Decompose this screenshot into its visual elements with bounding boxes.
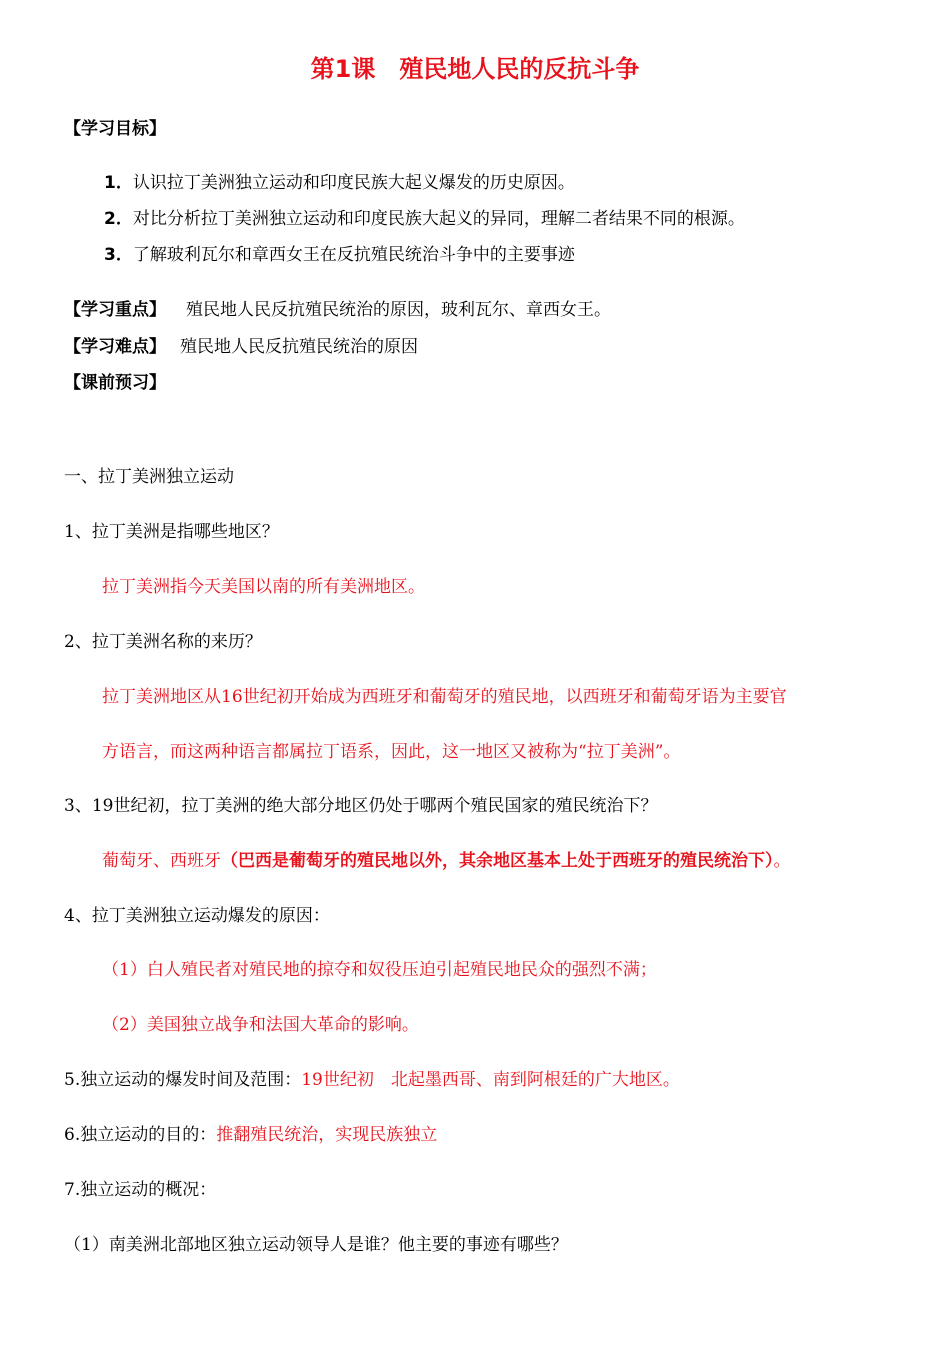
objective-text: 对比分析拉丁美洲独立运动和印度民族大起义的异同，理解二者结果不同的根源。: [132, 209, 745, 229]
question-3: 3、19世纪初，拉丁美洲的绝大部分地区仍处于哪两个殖民国家的殖民统治下？: [64, 796, 658, 816]
question-1: 1、拉丁美洲是指哪些地区？: [64, 522, 279, 542]
question-4: 4、拉丁美洲独立运动爆发的原因：: [64, 906, 330, 926]
answer-1: 拉丁美洲指今天美国以南的所有美洲地区。: [102, 577, 425, 597]
key-points-row: [64, 299, 611, 321]
reason-1: （1）白人殖民者对殖民地的掠夺和奴役压迫引起殖民地民众的强烈不满；: [102, 960, 657, 980]
objective-number: 1．: [104, 173, 133, 193]
objective-item: [104, 244, 575, 266]
reason-2: （2）美国独立战争和法国大革命的影响。: [102, 1015, 419, 1035]
question-7-sub-1: （1）南美洲北部地区独立运动领导人是谁？他主要的事迹有哪些？: [64, 1235, 568, 1255]
difficulties-text: 殖民地人民反抗殖民统治的原因: [180, 337, 418, 357]
key-points-label: 【学习重点】: [64, 300, 166, 320]
key-points-text: 殖民地人民反抗殖民统治的原因，玻利瓦尔、章西女王。: [186, 300, 611, 320]
objective-item: [104, 172, 575, 194]
answer-3-end: 。: [773, 851, 791, 871]
answer-3: [102, 850, 791, 872]
answer-3-plain: 葡萄牙、西班牙: [102, 851, 221, 871]
question-5: [64, 1069, 680, 1091]
answer-2-line-2: 方语言，而这两种语言都属拉丁语系，因此，这一地区又被称为“拉丁美洲”。: [102, 742, 681, 762]
objective-number: 3．: [104, 245, 133, 265]
preview-label: 【课前预习】: [64, 373, 166, 393]
objective-number: 2．: [104, 209, 133, 229]
question-5-label: 5.独立运动的爆发时间及范围：: [64, 1070, 302, 1090]
objective-item: [104, 208, 745, 230]
page-title: 第1课 殖民地人民的反抗斗争: [310, 55, 640, 83]
question-7: 7.独立运动的概况：: [64, 1180, 217, 1200]
question-2: 2、拉丁美洲名称的来历？: [64, 632, 262, 652]
objective-text: 了解玻利瓦尔和章西女王在反抗殖民统治斗争中的主要事迹: [132, 245, 575, 265]
objective-text: 认识拉丁美洲独立运动和印度民族大起义爆发的历史原因。: [132, 173, 575, 193]
objectives-heading: 【学习目标】: [64, 119, 166, 139]
answer-3-bold: （巴西是葡萄牙的殖民地以外，其余地区基本上处于西班牙的殖民统治下）: [221, 851, 774, 871]
question-6-label: 6.独立运动的目的：: [64, 1125, 217, 1145]
section-heading: 一、拉丁美洲独立运动: [64, 467, 234, 487]
question-6-answer: 推翻殖民统治，实现民族独立: [216, 1125, 438, 1145]
question-5-answer: 19世纪初 北起墨西哥、南到阿根廷的广大地区。: [301, 1070, 680, 1090]
difficulties-label: 【学习难点】: [64, 337, 166, 357]
answer-2-line-1: 拉丁美洲地区从16世纪初开始成为西班牙和葡萄牙的殖民地，以西班牙和葡萄牙语为主要官: [102, 687, 787, 707]
question-6: [64, 1124, 437, 1146]
difficulties-row: [64, 336, 418, 358]
